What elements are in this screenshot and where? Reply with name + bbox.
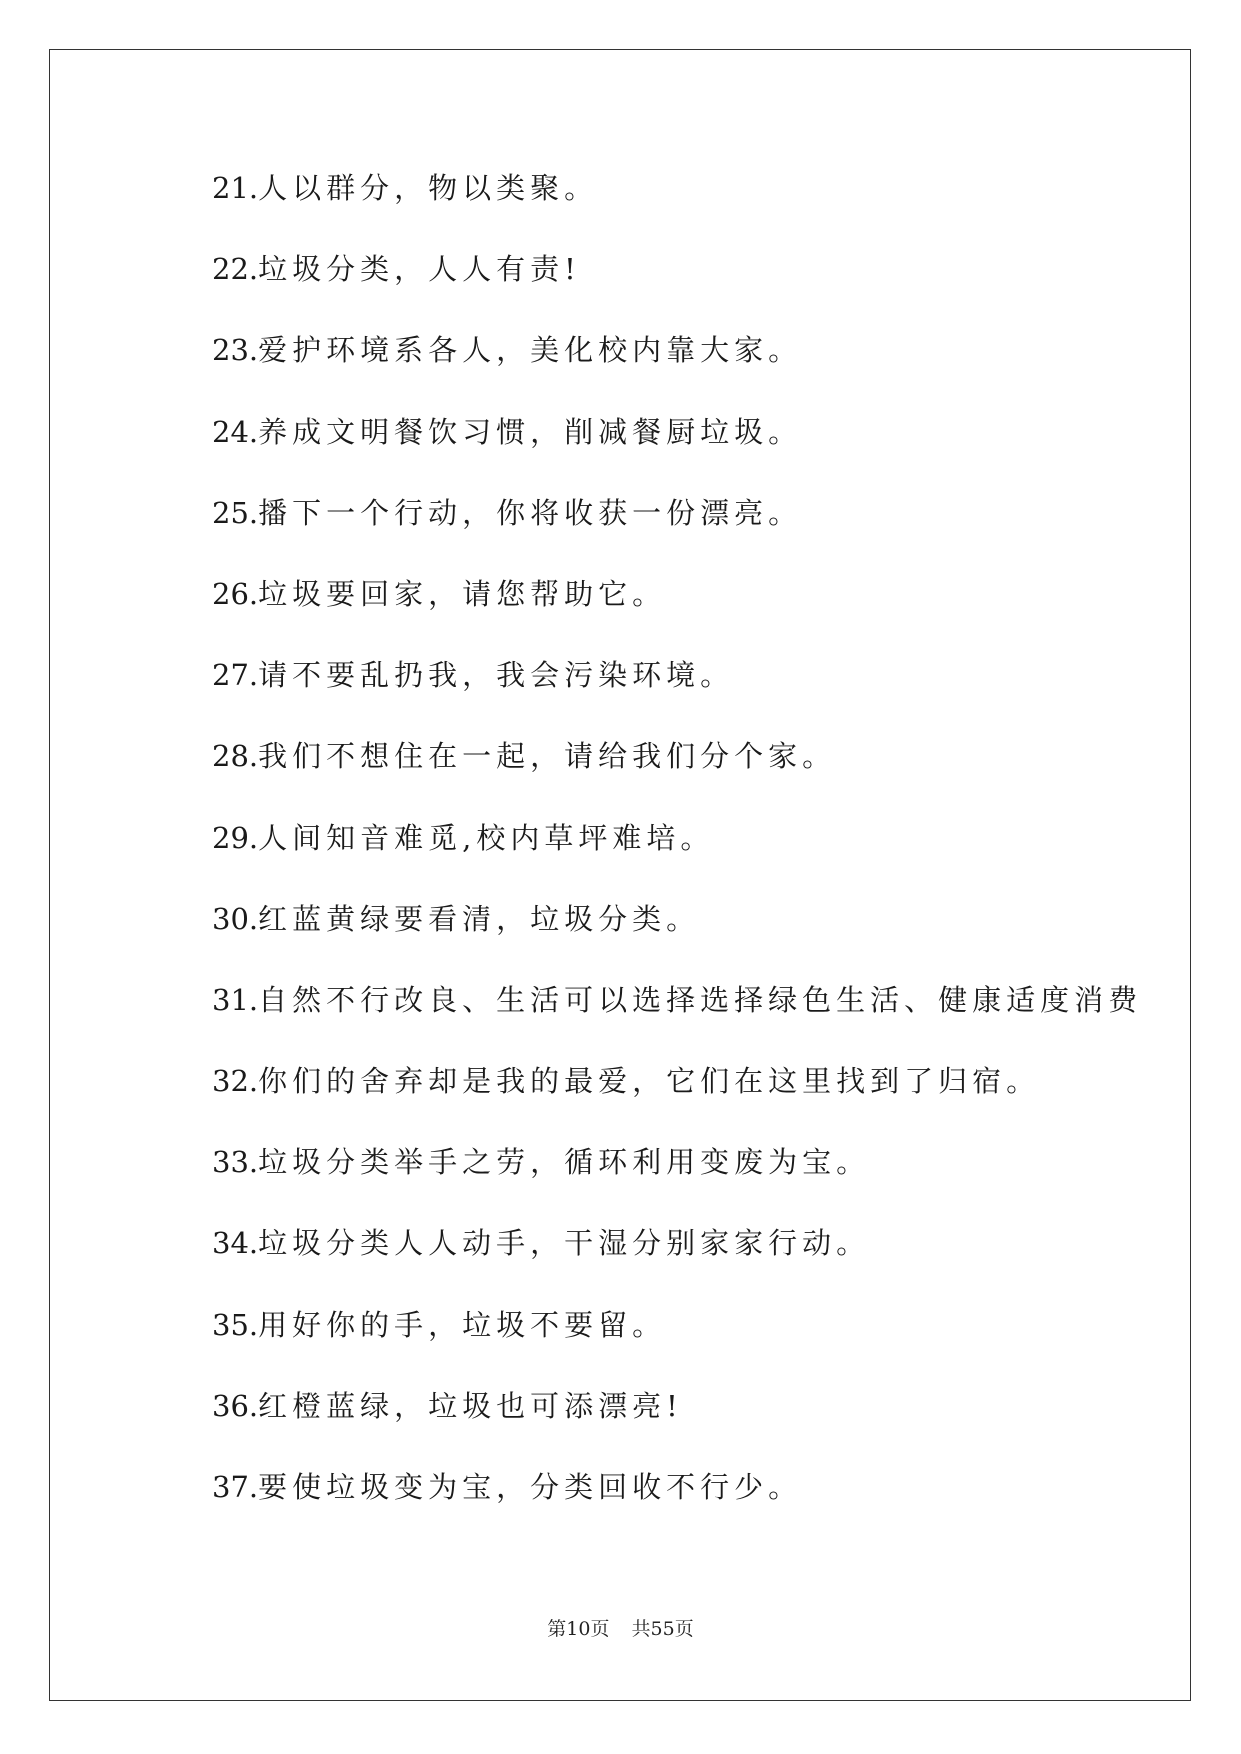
list-item (212, 818, 1112, 899)
item-number: 37. (212, 1470, 259, 1504)
page-footer (0, 1614, 1241, 1641)
list-item (212, 1305, 1112, 1386)
item-text: 用好你的手，垃圾不要留。 (258, 1307, 667, 1342)
item-number: 35. (212, 1307, 259, 1342)
total-suffix: 页 (674, 1618, 694, 1640)
item-text: 垃圾分类人人动手，干湿分别家家行动。 (258, 1226, 871, 1261)
list-item (212, 330, 1112, 411)
list-item (212, 1467, 1112, 1548)
item-number: 25. (212, 495, 259, 530)
item-text: 垃圾要回家，请您帮助它。 (258, 576, 667, 611)
list-item (212, 899, 1112, 980)
item-number: 34. (212, 1226, 259, 1261)
item-text: 自然不行改良、生活可以选择选择绿色生活、健康适度消费 (258, 982, 1143, 1017)
item-number: 21. (212, 171, 259, 205)
item-number: 30. (212, 901, 259, 936)
item-number: 31. (212, 982, 259, 1017)
item-text: 红蓝黄绿要看清，垃圾分类。 (258, 901, 701, 936)
list-item (212, 574, 1112, 655)
item-number: 33. (212, 1145, 259, 1180)
total-prefix: 共 (631, 1618, 651, 1640)
list-item (212, 412, 1112, 493)
list-item (212, 1061, 1112, 1142)
list-item (212, 736, 1112, 817)
item-text: 人间知音难觅,校内草坪难培。 (258, 820, 715, 855)
list-item (212, 168, 1112, 249)
page-current: 10 (566, 1618, 591, 1640)
list-item (212, 655, 1112, 736)
list-item (212, 1223, 1112, 1304)
item-text: 垃圾分类举手之劳，循环利用变废为宝。 (258, 1145, 871, 1180)
item-number: 28. (212, 739, 259, 774)
item-number: 36. (212, 1388, 259, 1423)
item-text: 红橙蓝绿，垃圾也可添漂亮! (258, 1388, 683, 1423)
list-item (212, 493, 1112, 574)
item-text: 爱护环境系各人，美化校内靠大家。 (258, 333, 803, 368)
item-text: 请不要乱扔我，我会污染环境。 (258, 658, 735, 693)
list-item (212, 1142, 1112, 1223)
item-text: 我们不想住在一起，请给我们分个家。 (258, 739, 837, 774)
item-number: 24. (212, 414, 259, 449)
item-number: 23. (212, 333, 259, 368)
list-item (212, 980, 1143, 1061)
item-number: 22. (212, 252, 259, 287)
item-text: 你们的舍弃却是我的最爱，它们在这里找到了归宿。 (258, 1064, 1041, 1099)
list-item (212, 1386, 1112, 1467)
item-text: 垃圾分类，人人有责! (258, 252, 581, 287)
item-text: 播下一个行动，你将收获一份漂亮。 (258, 495, 803, 530)
page-suffix: 页 (590, 1618, 610, 1640)
item-number: 29. (212, 820, 259, 855)
item-text: 要使垃圾变为宝，分类回收不行少。 (258, 1470, 803, 1504)
page-prefix: 第 (547, 1618, 567, 1640)
slogan-list (212, 168, 1143, 1548)
page-total: 55 (650, 1618, 675, 1640)
item-number: 26. (212, 576, 259, 611)
item-text: 养成文明餐饮习惯，削减餐厨垃圾。 (258, 414, 803, 449)
list-item (212, 249, 1112, 330)
item-text: 人以群分，物以类聚。 (258, 171, 599, 205)
item-number: 32. (212, 1064, 259, 1099)
item-number: 27. (212, 658, 259, 693)
